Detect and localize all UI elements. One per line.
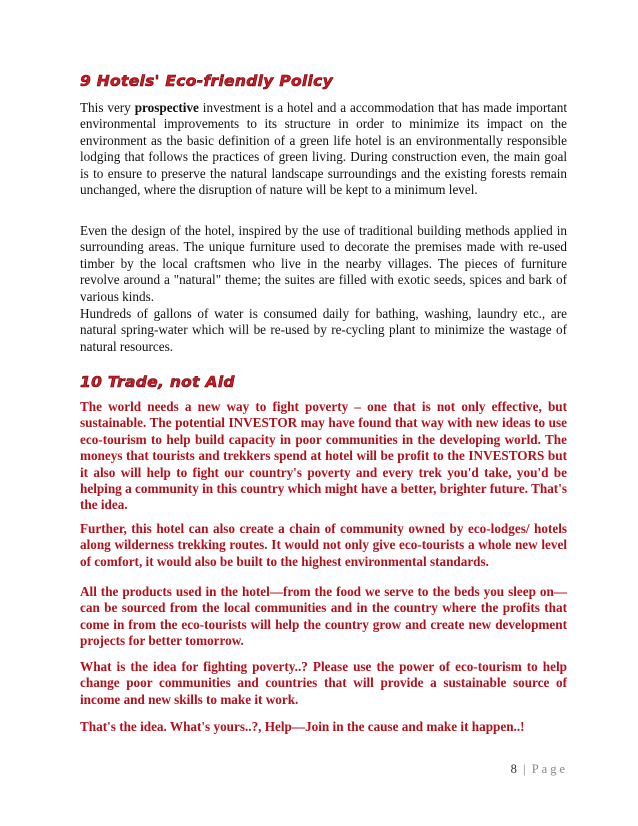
section-10-paragraph-3: All the products used in the hotel—from the food we serve to the beds you sleep on—can be sourced from the local communities and in the country where the profits that come in from the eco-tourists will help the country grow and create new development projects for better tomorrow.: [80, 584, 567, 649]
footer-separator: |: [523, 762, 528, 776]
page-label: Page: [531, 762, 568, 776]
section-9-paragraph-1: [80, 100, 567, 198]
page-footer: [478, 762, 568, 777]
section-10-paragraph-5: That's the idea. What's yours..?, Help—Join in the cause and make it happen..!: [80, 719, 525, 734]
page-number: 8: [510, 762, 519, 776]
section-9-paragraph-2: Even the design of the hotel, inspired by the use of traditional building methods applied in surrounding areas. The unique furniture used to decorate the premises made with re-used timber by the local craftsmen who live in the nearby villages. The pieces of furniture revolve around a "natural" theme; the suites are filled with exotic seeds, spices and bark of various kinds.: [80, 223, 567, 304]
section-9-paragraph-3: Hundreds of gallons of water is consumed daily for bathing, washing, laundry etc., are natural spring-water which will be re-used by re-cycling plant to minimize the wastage of natural resources.: [80, 306, 567, 354]
paragraph-1-body: investment is a hotel and a accommodation that has made important environmental improvements to its structure in order to minimize its impact on the environment as the basic definition of a green life hotel is an environmentally responsible lodging that follows the practices of green living. During construction even, the main goal is to ensure to preserve the natural landscape surroundings and the existing forests remain unchanged, where the disruption of nature will be kept to a minimum level.: [80, 100, 567, 198]
paragraph-1-lead: This very: [80, 100, 135, 115]
section-10-paragraph-1: The world needs a new way to fight poverty – one that is not only effective, but sustainable. The potential INVESTOR may have found that way with new ideas to use eco-tourism to help build capacity in poor communities in the developing world. The moneys that tourists and trekkers spend at hotel will be profit to the INVESTORS but it also will help to fight our country's poverty and every trek you'd take, you'd be helping a community in this country which might have a better, brighter future. That's the idea.: [80, 399, 567, 513]
paragraph-1-bold-word: prospective: [134, 100, 199, 115]
section-10-heading: 10 Trade, not Aid: [80, 373, 235, 391]
section-10-paragraph-4: What is the idea for fighting poverty..? Please use the power of eco-tourism to help change poor communities and countries that will provide a sustainable source of income and new skills to make it work.: [80, 659, 567, 707]
section-9-heading: 9 Hotels' Eco-friendly Policy: [80, 72, 334, 90]
section-10-paragraph-2: Further, this hotel can also create a chain of community owned by eco-lodges/ hotels along wilderness trekking routes. It would not only give eco-tourists a whole new level of comfort, it would also be built to the highest environmental standards.: [80, 521, 567, 569]
